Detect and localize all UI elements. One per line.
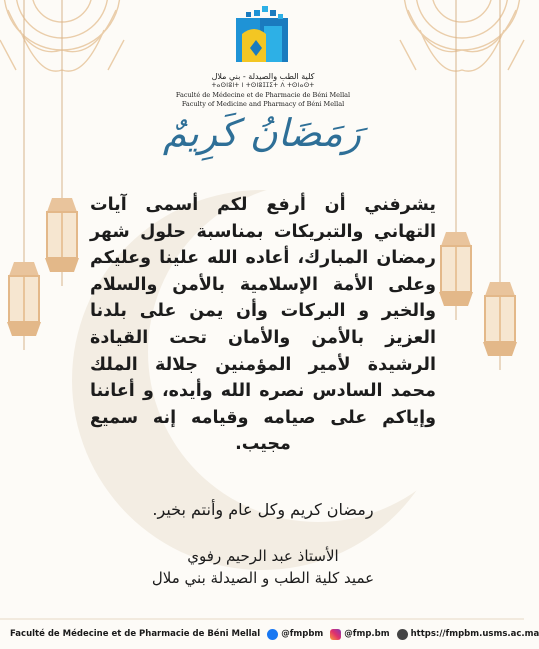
faculty-logo bbox=[224, 4, 300, 66]
lantern-right-2 bbox=[483, 0, 517, 370]
ramadan-kareem-title: رَمَضَانُ كَرِيمٌ bbox=[162, 111, 362, 155]
lantern-right-1 bbox=[439, 0, 473, 320]
globe-icon bbox=[397, 629, 408, 640]
facebook-link[interactable] bbox=[267, 629, 323, 640]
closing-greeting: رمضان كريم وكل عام وأنتم بخير. bbox=[152, 500, 374, 519]
website-link[interactable] bbox=[397, 629, 539, 640]
instagram-icon bbox=[330, 629, 341, 640]
footer-bar bbox=[0, 620, 539, 648]
greeting-message: يشرفني أن أرفع لكم أسمى آيات التهاني والتبريكات بمناسبة حلول شهر رمضان المبارك، أعاده الله علينا وعليكم وعلى الأمة الإسلامية بالأمن والسلام والخير و البركات وأن يمن على بلدنا العزيز بالأمن والأمان تحت القيادة الرشيدة لأمير المؤمنين جلالة الملك محمد السادس نصره الله وأيده، و أعاننا وإياكم على صيامه وقيامه إنه سميع مجيب. bbox=[90, 195, 436, 455]
lantern-left-1 bbox=[45, 0, 79, 286]
faculty-name-english: Faculty of Medicine and Pharmacy of Béni Mellal bbox=[181, 100, 345, 108]
faculty-name-amazigh: ⵜⴰⵙⵏⵓⵏⵜ ⵏ ⵜⵙⵏⵓⵊⵊⵉⵜ ⴷ ⵜⵙⵏⴰⵙⵜ bbox=[211, 82, 315, 89]
lantern-left-2 bbox=[7, 0, 41, 350]
faculty-name-french: Faculté de Médecine et de Pharmacie de Béni Mellal bbox=[175, 91, 351, 99]
facebook-handle: @fmpbm bbox=[281, 629, 324, 639]
instagram-handle: @fmp.bm bbox=[344, 629, 390, 639]
signatory-name: الأستاذ عبد الرحيم رفوي bbox=[187, 547, 339, 565]
facebook-icon bbox=[267, 629, 278, 640]
mandala-ornament-right bbox=[400, 0, 524, 71]
faculty-name-arabic: كلية الطب والصيدلة - بني ملال bbox=[211, 72, 315, 81]
footer-institution: Faculté de Médecine et de Pharmacie de Béni Mellal bbox=[10, 629, 261, 639]
instagram-link[interactable] bbox=[330, 629, 389, 640]
website-url: https://fmpbm.usms.ac.ma bbox=[410, 629, 539, 639]
signatory-role: عميد كلية الطب و الصيدلة بني ملال bbox=[151, 569, 375, 587]
